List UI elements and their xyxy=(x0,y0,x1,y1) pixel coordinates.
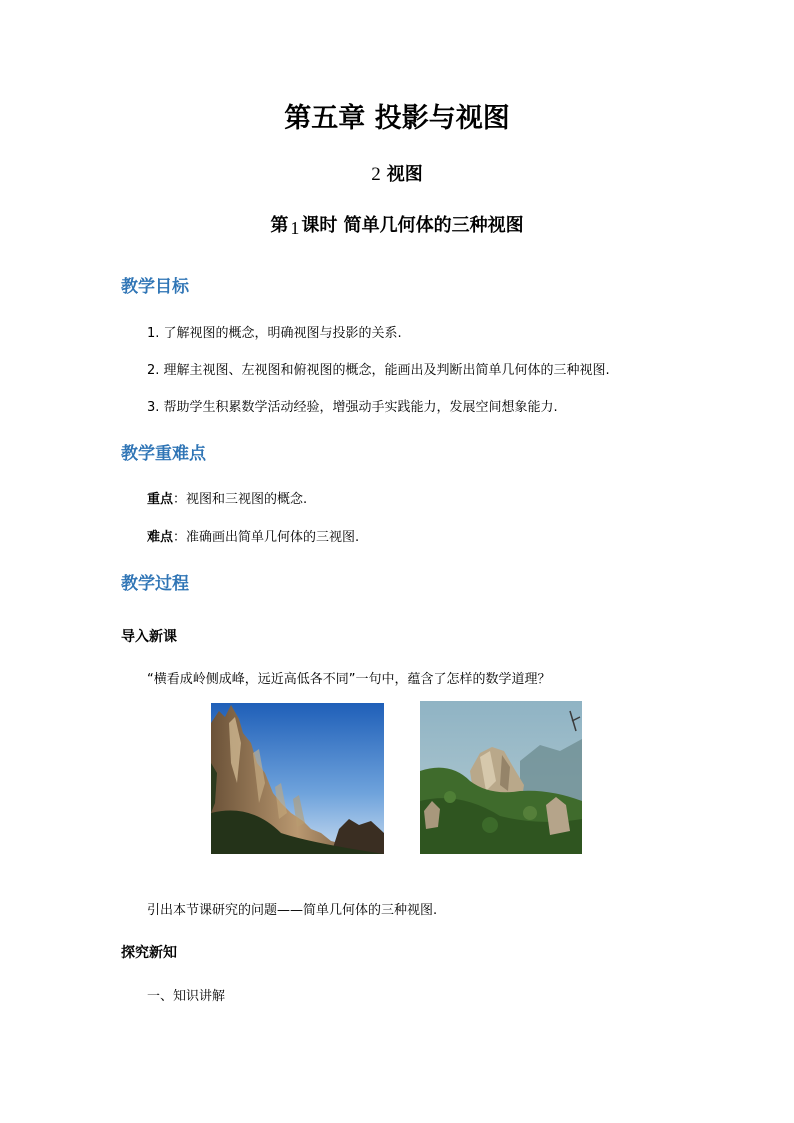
section-name: 视图 xyxy=(386,164,423,185)
intro-heading: 导入新课 xyxy=(121,629,177,645)
intro-text: “横看成岭侧成峰，远近高低各不同”一句中，蕴含了怎样的数学道理？ xyxy=(147,672,551,687)
section-number: 2 xyxy=(371,164,381,185)
mountain-photo-left xyxy=(211,703,384,854)
key-point-text: ：视图和三视图的概念. xyxy=(173,492,308,507)
lesson-title xyxy=(0,211,794,237)
key-points-heading: 教学重难点 xyxy=(121,444,206,464)
chapter-title: 第五章 投影与视图 xyxy=(284,103,510,134)
objective-item-1: 1. 了解视图的概念，明确视图与投影的关系. xyxy=(147,326,402,341)
lesson-prefix: 第 xyxy=(270,215,289,236)
explore-item: 一、知识讲解 xyxy=(147,989,226,1004)
mountain-photo-right xyxy=(420,701,582,854)
difficult-point xyxy=(147,526,359,545)
lead-text: 引出本节课研究的问题——简单几何体的三种视图. xyxy=(147,903,438,918)
objective-item-2: 2. 理解主视图、左视图和俯视图的概念，能画出及判断出简单几何体的三种视图. xyxy=(147,363,610,378)
explore-heading: 探究新知 xyxy=(121,945,177,961)
difficult-point-text: ：准确画出简单几何体的三视图. xyxy=(173,530,360,545)
lesson-number: 1 xyxy=(290,218,300,238)
lesson-name: 课时 简单几何体的三种视图 xyxy=(301,215,524,236)
section-title xyxy=(0,160,794,186)
difficult-point-label: 难点 xyxy=(147,530,174,545)
objectives-heading: 教学目标 xyxy=(121,277,189,297)
key-point-label: 重点 xyxy=(147,492,174,507)
process-heading: 教学过程 xyxy=(121,574,189,594)
key-point xyxy=(147,488,307,507)
objective-item-3: 3. 帮助学生积累数学活动经验，增强动手实践能力，发展空间想象能力. xyxy=(147,400,558,415)
